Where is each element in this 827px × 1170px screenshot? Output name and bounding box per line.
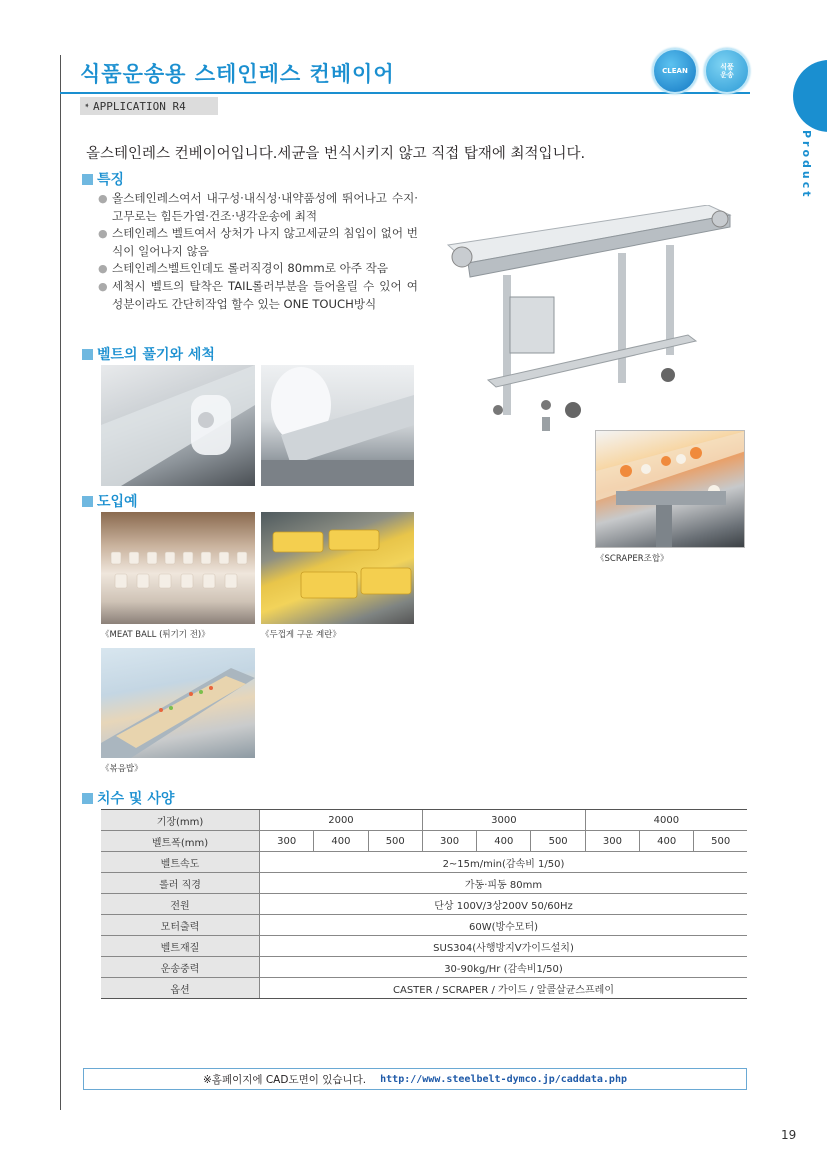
table-row — [101, 957, 747, 978]
belt-cleaning-heading — [82, 344, 215, 364]
spec-heading-label: 치수 및 사양 — [97, 791, 175, 807]
fried-rice-illustration — [101, 648, 255, 758]
table-cell: 모터출력 — [101, 915, 260, 936]
table-cell: 운송중력 — [101, 957, 260, 978]
application-tag-label: APPLICATION R4 — [93, 99, 186, 113]
cad-note-text: ※홈페이지에 CAD도면이 있습니다. — [203, 1073, 367, 1086]
table-cell: 벨트재질 — [101, 936, 260, 957]
table-cell: 단상 100V/3상200V 50/60Hz — [260, 894, 748, 915]
table-cell: 옵션 — [101, 978, 260, 999]
spec-heading — [82, 788, 174, 808]
table-cell: 30-90kg/Hr (감속비1/50) — [260, 957, 748, 978]
table-row — [101, 852, 747, 873]
table-cell: 기장(mm) — [101, 810, 260, 831]
egg-roll-caption: 《두껍게 구운 계란》 — [261, 630, 341, 640]
table-cell: 500 — [694, 831, 747, 852]
product-side-label: Product — [800, 130, 813, 200]
meatball-illustration — [101, 512, 255, 624]
examples-heading-label: 도입예 — [97, 494, 138, 510]
application-tag — [80, 97, 218, 115]
scraper-illustration — [596, 431, 745, 548]
title-underline — [60, 92, 750, 94]
table-cell: 400 — [477, 831, 531, 852]
feature-item: ● 스테인레스벨트인데도 롤러직경이 80mm로 아주 작음 — [98, 260, 418, 278]
features-heading-label: 특징 — [97, 172, 125, 188]
table-cell: 벨트속도 — [101, 852, 260, 873]
food-transport-badge — [704, 48, 750, 94]
scraper-photo — [595, 430, 745, 548]
page-title: 식품운송용 스테인레스 컨베이어 — [80, 62, 395, 86]
table-cell: 2~15m/min(감속비 1/50) — [260, 852, 748, 873]
table-cell: 500 — [531, 831, 585, 852]
egg-roll-illustration — [261, 512, 414, 624]
fried-rice-photo — [101, 648, 255, 758]
egg-roll-photo — [261, 512, 414, 624]
scraper-caption: 《SCRAPER조합》 — [596, 554, 669, 564]
table-cell: 전원 — [101, 894, 260, 915]
features-heading — [82, 169, 124, 189]
belt-cleaning-photo — [261, 365, 414, 486]
table-cell: SUS304(사행방지V가이드설치) — [260, 936, 748, 957]
clean-badge: CLEAN — [652, 48, 698, 94]
table-cell: 3000 — [422, 810, 585, 831]
table-cell: 400 — [640, 831, 694, 852]
cad-note-box — [83, 1068, 747, 1090]
feature-item: ● 세척시 벨트의 탈착은 TAIL롤러부분을 들어올릴 수 있어 여성분이라도 간단히작업 할수 있는 ONE TOUCH방식 — [98, 278, 418, 313]
belt-removal-photo — [101, 365, 255, 486]
cad-download-link[interactable]: http://www.steelbelt-dymco.jp/caddata.php — [380, 1073, 627, 1085]
examples-heading — [82, 491, 138, 511]
meatball-photo — [101, 512, 255, 624]
table-row — [101, 936, 747, 957]
table-cell: 300 — [260, 831, 314, 852]
table-row — [101, 978, 747, 999]
feature-item: ● 올스테인레스여서 내구성·내식성·내약품성에 뛰어나고 수지·고무로는 힘든가열·건조·냉각운송에 최적 — [98, 190, 418, 225]
fried-rice-caption: 《볶음밥》 — [101, 764, 143, 774]
features-list — [98, 190, 418, 313]
table-cell: 400 — [314, 831, 368, 852]
stainless-conveyor-illustration — [438, 205, 743, 445]
table-row — [101, 894, 747, 915]
section-square-icon — [82, 349, 93, 360]
belt-removal-illustration — [101, 365, 255, 486]
table-cell: 500 — [368, 831, 422, 852]
table-cell: 300 — [585, 831, 639, 852]
section-square-icon — [82, 496, 93, 507]
meatball-caption: 《MEAT BALL (튀기기 전)》 — [101, 630, 210, 640]
table-cell: 60W(방수모터) — [260, 915, 748, 936]
table-cell: 롤러 직경 — [101, 873, 260, 894]
belt-cleaning-heading-label: 벨트의 풀기와 세척 — [97, 347, 215, 363]
section-square-icon — [82, 793, 93, 804]
spec-table — [101, 809, 747, 999]
table-row — [101, 915, 747, 936]
arrow-right-icon: ➧ — [84, 100, 91, 112]
belt-cleaning-illustration — [261, 365, 414, 486]
table-row — [101, 810, 747, 831]
table-cell: 벨트폭(mm) — [101, 831, 260, 852]
table-cell: CASTER / SCRAPER / 가이드 / 알콜살균스프레이 — [260, 978, 748, 999]
section-square-icon — [82, 174, 93, 185]
table-cell: 300 — [422, 831, 476, 852]
table-cell: 2000 — [260, 810, 423, 831]
table-cell: 가동·피동 80mm — [260, 873, 748, 894]
feature-item: ● 스테인레스 벨트여서 상처가 나지 않고세균의 침입이 없어 번식이 일어나지 않음 — [98, 225, 418, 260]
table-cell: 4000 — [585, 810, 747, 831]
table-row — [101, 873, 747, 894]
food-transport-badge-label: 식품 운송 — [720, 63, 734, 79]
page-number: 19 — [781, 1128, 797, 1142]
table-row — [101, 831, 747, 852]
intro-text: 올스테인레스 컨베이어입니다.세균을 번식시키지 않고 직접 탑재에 최적입니다. — [86, 146, 586, 162]
product-tab-circle — [793, 60, 827, 132]
left-margin-rule — [60, 55, 61, 1110]
conveyor-product-photo — [438, 205, 743, 445]
